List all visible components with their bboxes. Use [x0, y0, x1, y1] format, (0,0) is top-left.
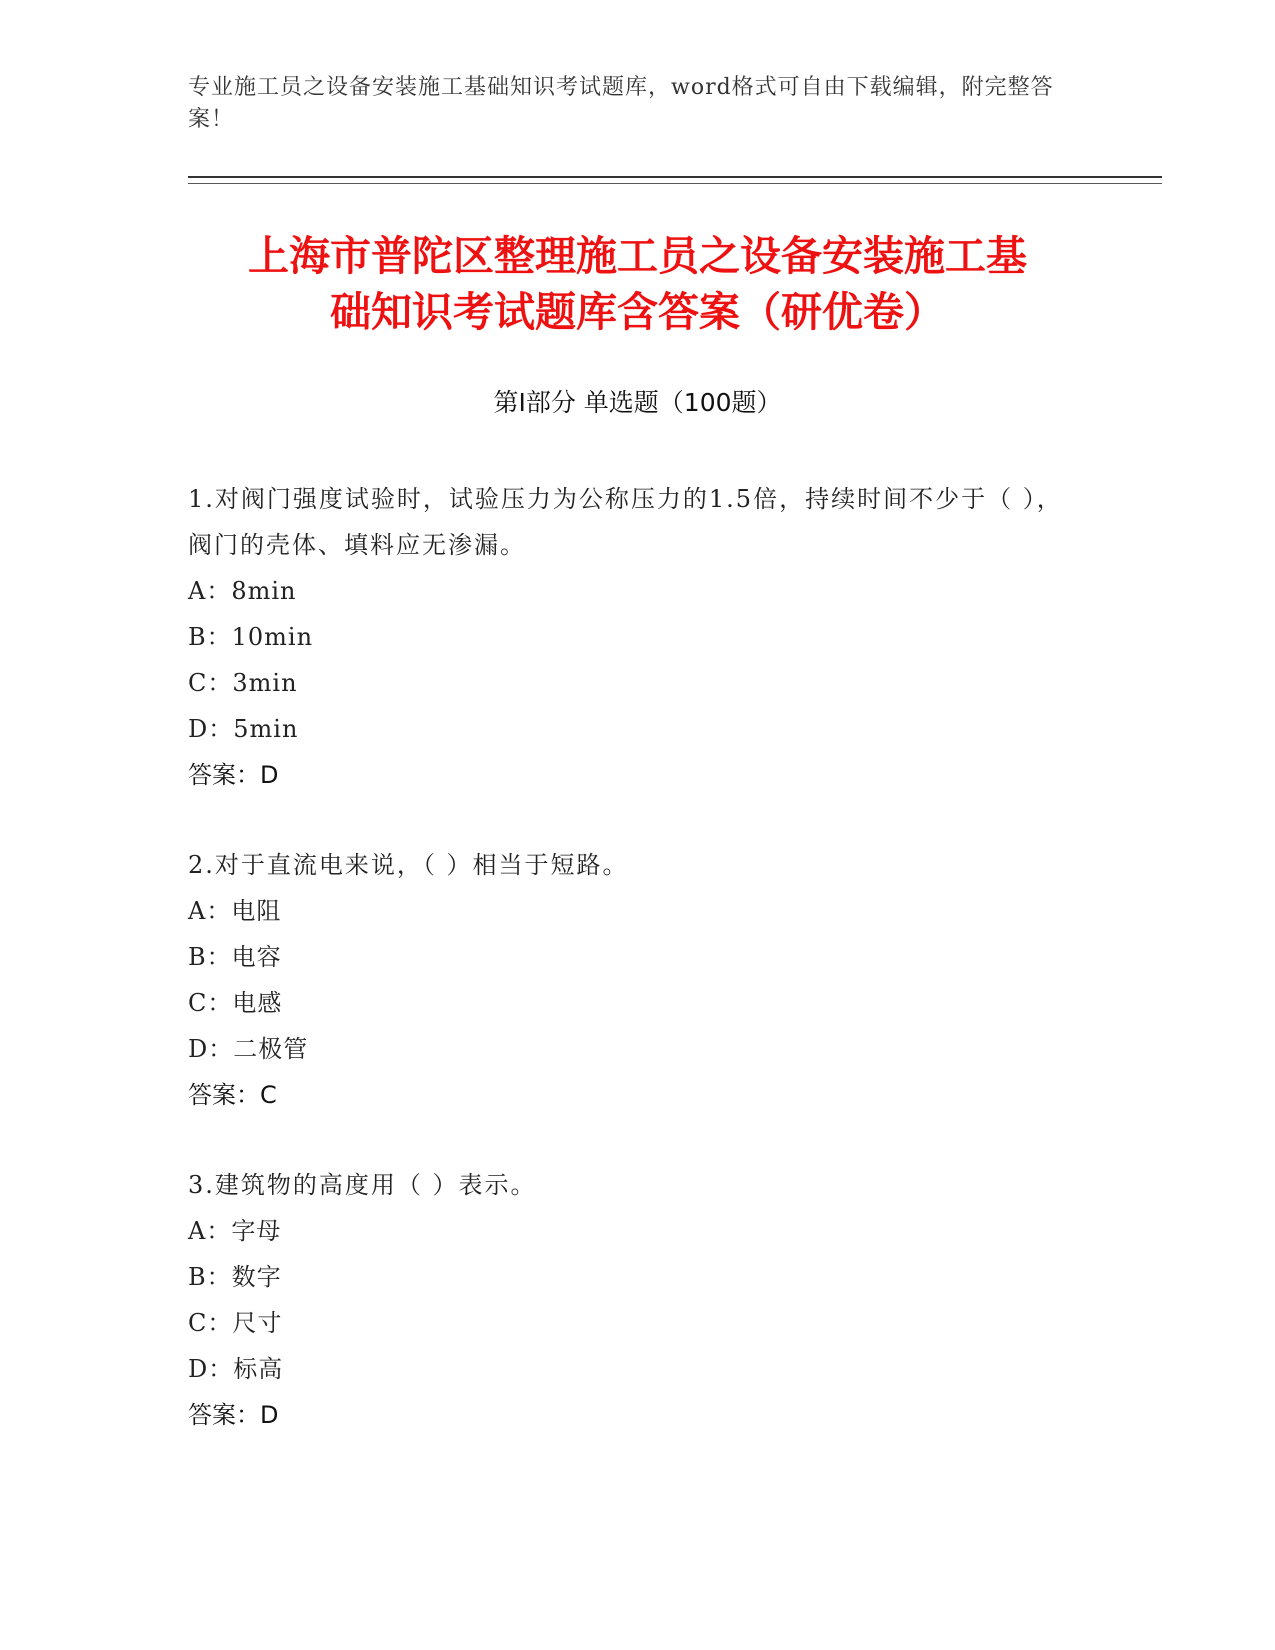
option-b: B：10min	[188, 623, 314, 651]
question-stem: 3.建筑物的高度用（ ）表示。	[188, 1171, 537, 1199]
question-item	[188, 476, 1068, 798]
option-b: B：数字	[188, 1263, 282, 1291]
header-divider-thick	[188, 176, 1162, 178]
title-line-1: 上海市普陀区整理施工员之设备安装施工基	[248, 232, 1027, 280]
title-line-2: 础知识考试题库含答案（研优卷）	[330, 288, 945, 336]
question-item	[188, 1162, 1068, 1438]
question-item	[188, 842, 1068, 1118]
answer-line: 答案：D	[188, 1401, 279, 1429]
option-a: A：电阻	[188, 897, 282, 925]
option-c: C：电感	[188, 989, 283, 1017]
option-d: D：5min	[188, 715, 299, 743]
answer-line: 答案：C	[188, 1081, 277, 1109]
option-d: D：二极管	[188, 1035, 309, 1063]
document-title	[150, 228, 1125, 340]
option-d: D：标高	[188, 1355, 284, 1383]
header-note: 专业施工员之设备安装施工基础知识考试题库，word格式可自由下载编辑，附完整答案！	[188, 75, 1054, 132]
question-stem: 1.对阀门强度试验时，试验压力为公称压力的1.5倍，持续时间不少于（ ），阀门的壳体、填料应无渗漏。	[188, 485, 1063, 559]
option-b: B：电容	[188, 943, 282, 971]
section-title: 第I部分 单选题（100题）	[493, 388, 782, 417]
question-stem: 2.对于直流电来说，（ ）相当于短路。	[188, 851, 629, 879]
option-a: A：8min	[188, 577, 297, 605]
answer-line: 答案：D	[188, 761, 279, 789]
option-a: A：字母	[188, 1217, 282, 1245]
option-c: C：3min	[188, 669, 298, 697]
header-divider-thin	[188, 183, 1162, 184]
option-c: C：尺寸	[188, 1309, 283, 1337]
